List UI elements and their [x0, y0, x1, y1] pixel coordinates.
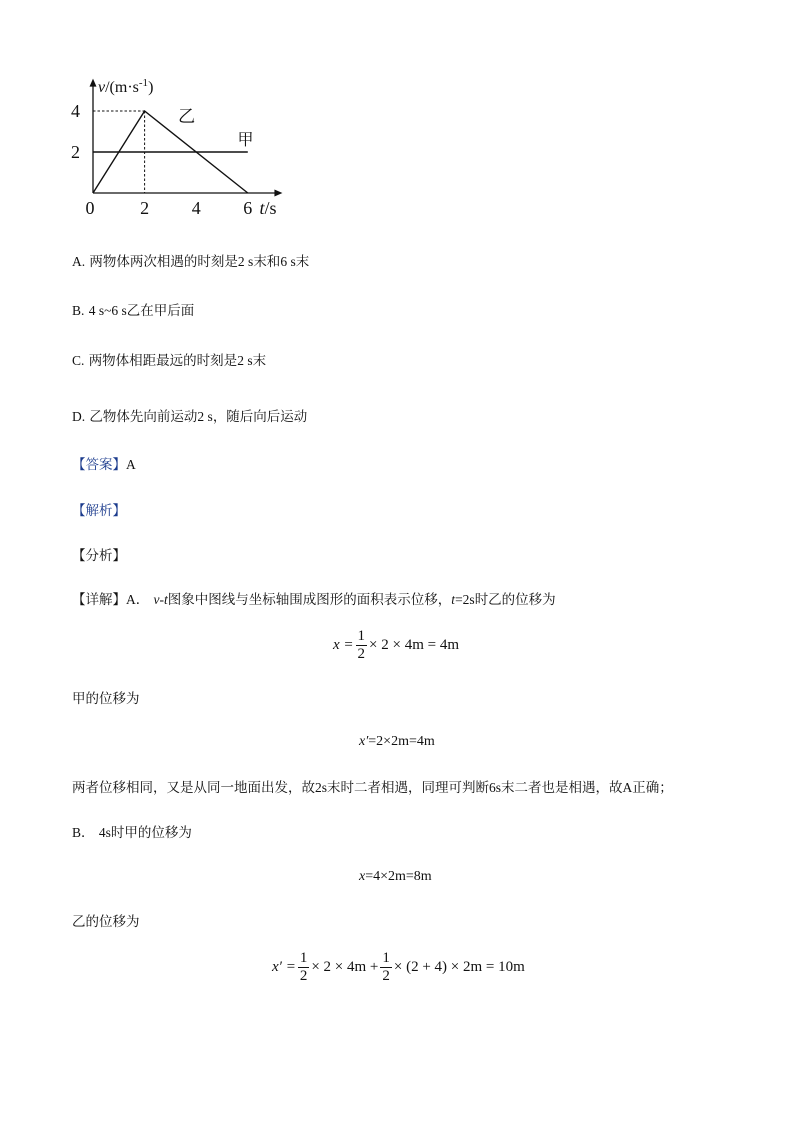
answer-line: [72, 456, 136, 474]
option-b: [72, 302, 194, 320]
para-value-2: 6s: [489, 780, 502, 795]
analysis-header: 【解析】: [72, 503, 126, 519]
equation-3-rest: =4×2m=8m: [365, 869, 432, 884]
y-tick-label: 2: [71, 142, 80, 162]
series-label-yi: 乙: [178, 107, 196, 127]
equation-1-fraction: [356, 628, 368, 663]
equation-3: [359, 869, 432, 885]
fraction-1-denominator: 2: [299, 968, 308, 984]
x-tick-label: 4: [191, 198, 201, 218]
yi-displacement-label: 乙的位移为: [72, 914, 140, 930]
detail-label: 【详解】: [72, 592, 126, 608]
option-d-text-2: ，随后向后运动: [212, 409, 308, 425]
equation-4-middle: × 2 × 4m +: [311, 959, 379, 975]
equation-4-fraction-2: [380, 950, 392, 985]
series-label-jia: 甲: [237, 132, 254, 149]
para-text-1: 两者位移相同，又是从同一地面出发，故: [72, 780, 315, 796]
fraction-denominator: 2: [357, 646, 366, 662]
equation-1-rhs: × 2 × 4m = 4m: [369, 637, 459, 653]
equation-4: [272, 950, 525, 985]
option-b-text-1: 乙在甲后面: [126, 303, 195, 319]
option-d-letter: D.: [72, 409, 86, 424]
option-a-text-2: 末和: [253, 254, 281, 270]
equation-2-rest: =2×2m=4m: [368, 734, 435, 749]
b-detail-text: 时甲的位移为: [110, 825, 192, 841]
option-c-letter: C.: [72, 353, 85, 368]
equation-4-lhs: x′ =: [272, 959, 296, 975]
vt-term: v-t: [153, 592, 168, 607]
option-d: [72, 408, 307, 426]
y-axis-arrow: [90, 79, 97, 87]
answer-label: 【答案】: [72, 457, 126, 473]
option-c-text-2: 末: [252, 353, 267, 369]
option-a-text-1: 两物体两次相遇的时刻是: [89, 254, 238, 270]
b-detail-line: [72, 824, 192, 842]
detail-line: [72, 591, 556, 609]
option-a: [72, 253, 309, 271]
t-variable: t: [451, 592, 456, 607]
b-detail-prefix: B．: [72, 825, 95, 840]
option-d-text-1: 乙物体先向前运动: [89, 409, 198, 425]
equation-1-lhs: x =: [333, 637, 354, 653]
option-a-value-1: 2 s: [237, 254, 254, 269]
x-tick-label: 2: [140, 198, 150, 218]
equation-4-fraction-1: [298, 950, 310, 985]
option-a-text-3: 末: [295, 254, 310, 270]
fraction-numerator: 1: [357, 628, 366, 644]
jia-displacement-label: 甲的位移为: [72, 691, 140, 707]
x-axis-arrow: [274, 190, 282, 197]
detail-text-1: 图象中图线与坐标轴围成图形的面积表示位移，: [167, 592, 452, 608]
fraction-2-numerator: 1: [382, 950, 390, 966]
para-text-2: 末时二者相遇，同理可判断: [327, 780, 490, 796]
equation-1: [333, 628, 459, 663]
y-axis-label: $v/(m\cdot s^{-1})$: [98, 77, 154, 96]
para-text-3: 末二者也是相遇，故: [501, 780, 623, 796]
option-a-letter: A.: [72, 254, 86, 269]
detail-text-2: 时乙的位移为: [474, 592, 556, 608]
option-b-value-1: 4 s~6 s: [88, 303, 127, 318]
option-d-value-1: 2 s: [197, 409, 213, 424]
fraction-2-denominator: 2: [382, 968, 390, 984]
equation-2: [359, 734, 435, 750]
y-tick-label: 4: [71, 101, 80, 121]
b-detail-value: 4s: [98, 825, 111, 840]
fraction-1-numerator: 1: [299, 950, 308, 966]
answer-value: A: [126, 457, 136, 472]
x-tick-label: 0: [85, 198, 95, 218]
fenxi-header: 【分析】: [72, 548, 126, 564]
para-text-4: 正确；: [632, 780, 673, 796]
vt-chart: [60, 70, 320, 222]
option-c: [72, 352, 266, 370]
x-tick-label: 6: [243, 198, 253, 218]
x-axis-label: t/s: [259, 198, 277, 218]
option-b-letter: B.: [72, 303, 85, 318]
equation-4-rhs: × (2 + 4) × 2m = 10m: [393, 959, 525, 975]
equation-3-var: x: [359, 869, 366, 884]
para-value-1: 2s: [315, 780, 328, 795]
para-value-3: A: [622, 780, 633, 795]
conclusion-paragraph: [72, 779, 673, 797]
option-c-value-1: 2 s: [237, 353, 253, 368]
equation-2-var: x′: [359, 734, 369, 749]
t-value: =2s: [455, 592, 475, 607]
option-c-text-1: 两物体相距最远的时刻是: [88, 353, 238, 369]
detail-prefix: A．: [126, 592, 150, 607]
option-a-value-2: 6 s: [280, 254, 296, 269]
